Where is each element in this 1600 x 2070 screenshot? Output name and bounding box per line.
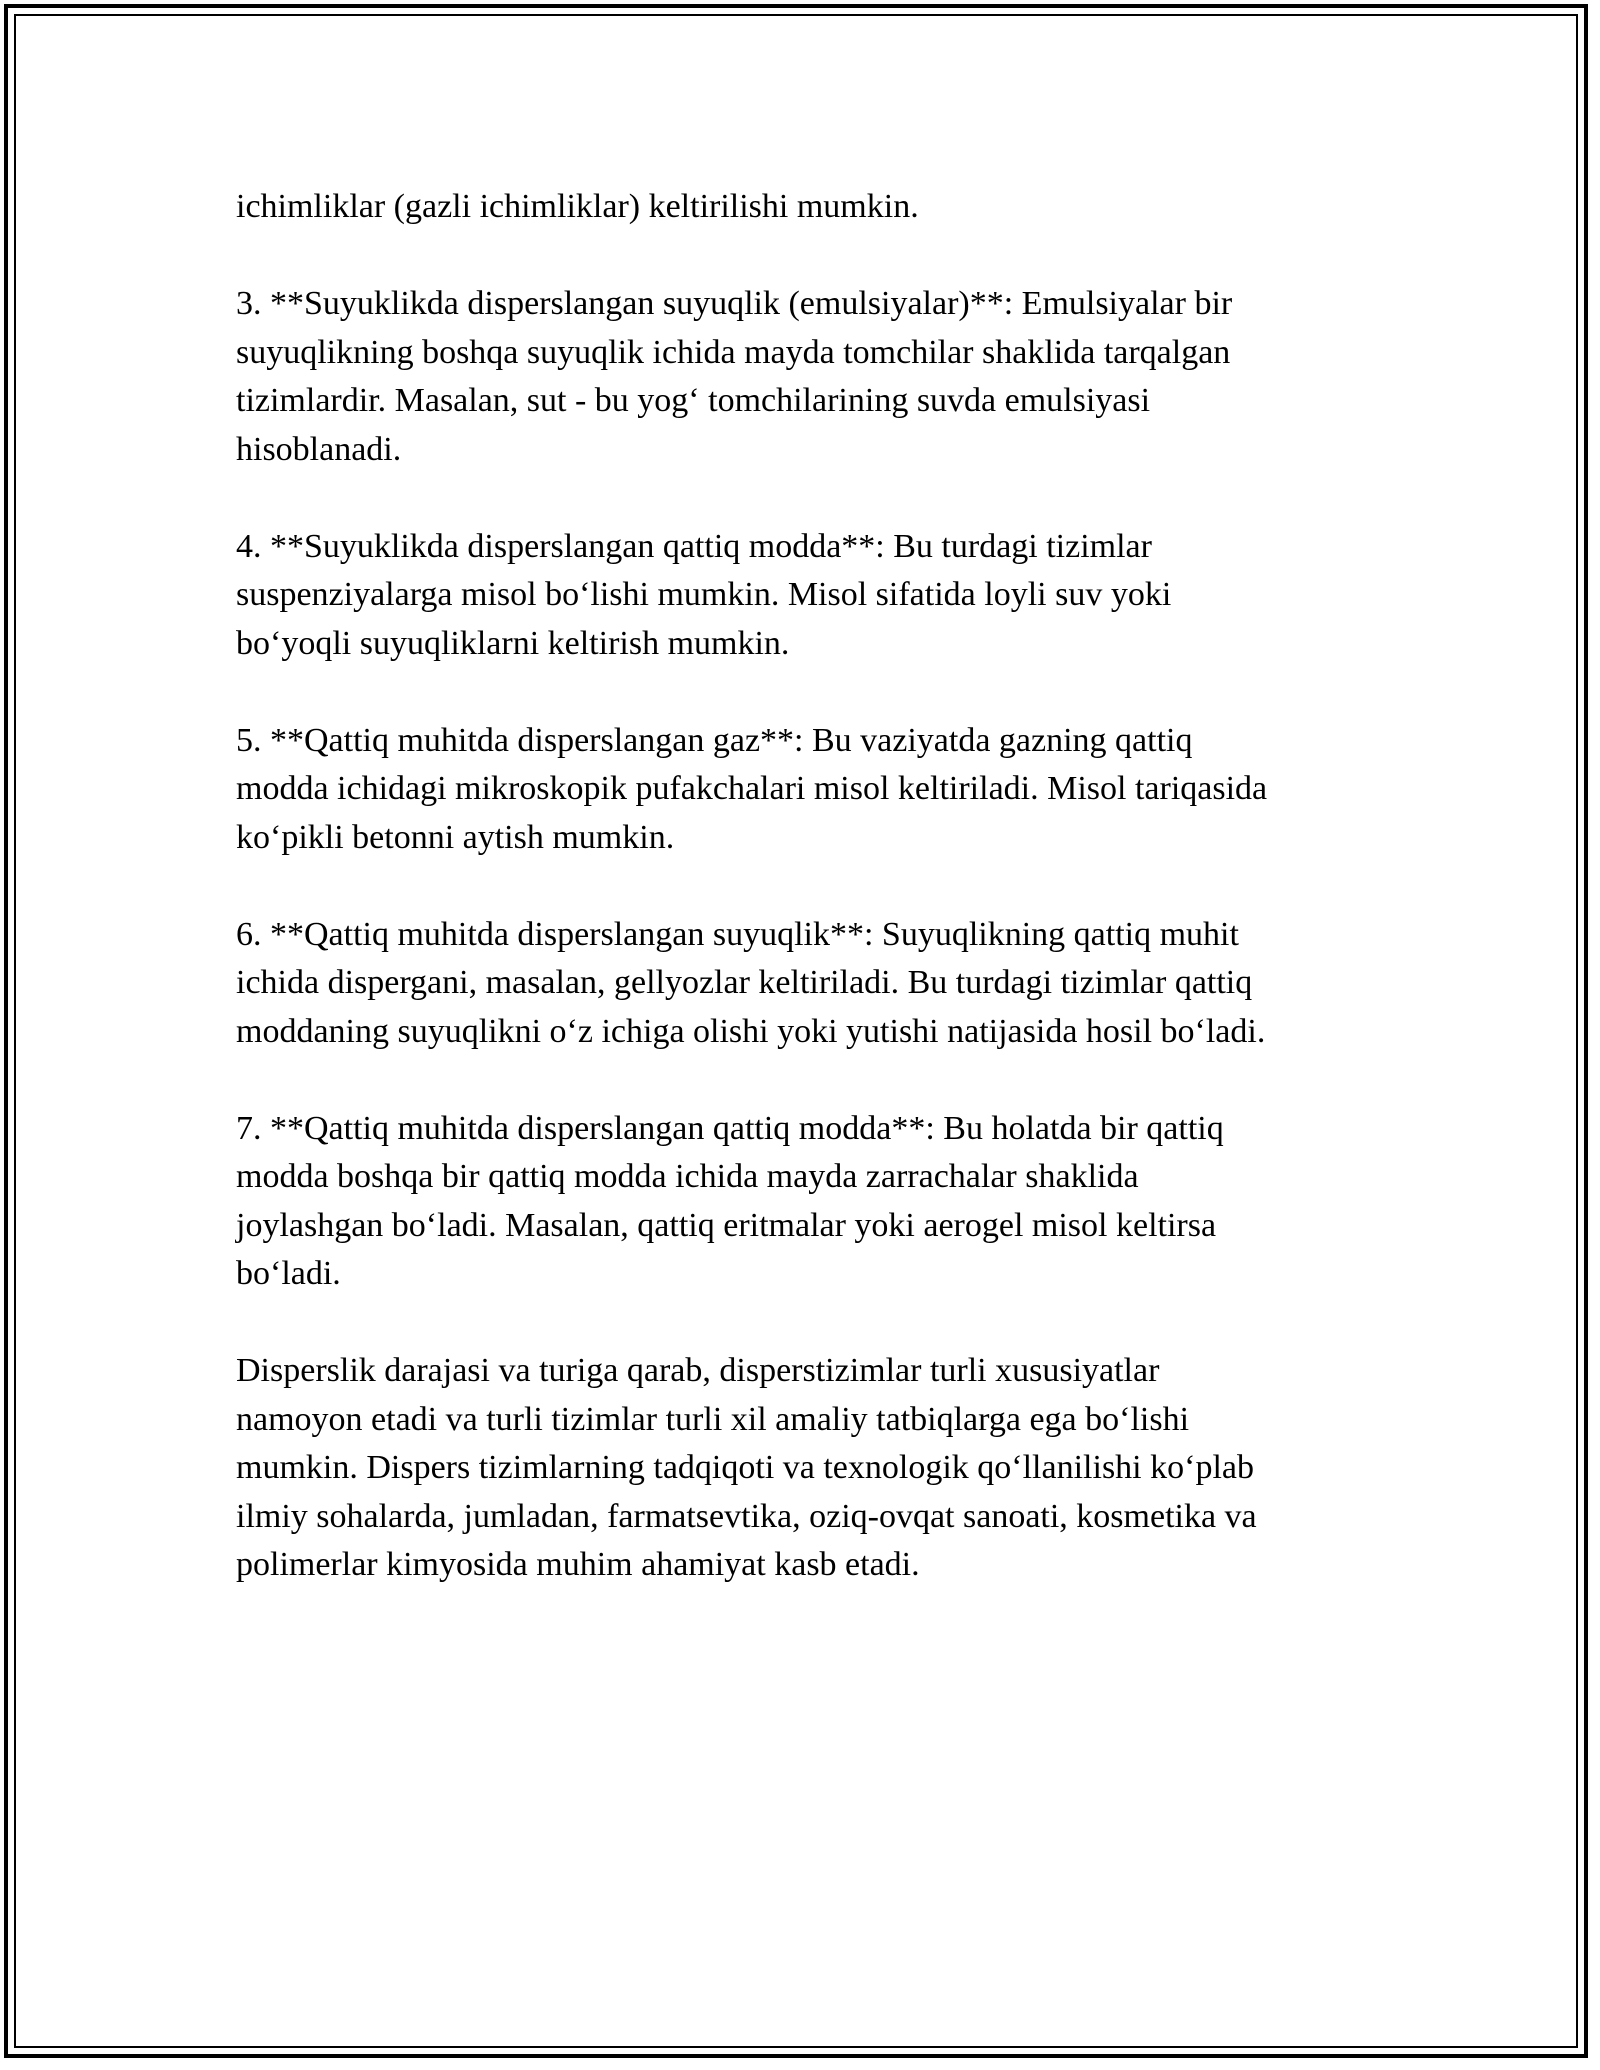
paragraph-continuation: ichimliklar (gazli ichimliklar) keltirilishi mumkin. bbox=[236, 188, 919, 225]
paragraph-item-3: 3. **Suyuklikda disperslangan suyuqlik (emulsiyalar)**: Emulsiyalar bir suyuqlikning boshqa suyuqlik ichida mayda tomchilar shaklida tarqalgan tizimlardir. Masalan, sut - bu yog‘ tomchilarining suvda emulsiyasi hisoblanadi. bbox=[236, 285, 1233, 468]
document-body bbox=[236, 183, 1366, 1638]
paragraph-item-5: 5. **Qattiq muhitda disperslangan gaz**: Bu vaziyatda gazning qattiq modda ichidagi mikroskopik pufakchalari misol keltiriladi. Misol tariqasida ko‘pikli betonni aytish mumkin. bbox=[236, 721, 1268, 856]
paragraph-conclusion: Disperslik darajasi va turiga qarab, disperstizimlar turli xususiyatlar namoyon etadi va turli tizimlar turli xil amaliy tatbiqlarga ega bo‘lishi mumkin. Dispers tizimlarning tadqiqoti va texnologik qo‘llanilishi ko‘plab ilmiy sohalarda, jumladan, farmatsevtika, oziq-ovqat sanoati, kosmetika va polimerlar kimyosida muhim ahamiyat kasb etadi. bbox=[236, 1352, 1257, 1583]
paragraph-item-7: 7. **Qattiq muhitda disperslangan qattiq modda**: Bu holatda bir qattiq modda boshqa bir qattiq modda ichida mayda zarrachalar shaklida joylashgan bo‘ladi. Masalan, qattiq eritmalar yoki aerogel misol keltirsa bo‘ladi. bbox=[236, 1109, 1224, 1292]
paragraph-item-4: 4. **Suyuklikda disperslangan qattiq modda**: Bu turdagi tizimlar suspenziyalarga misol bo‘lishi mumkin. Misol sifatida loyli suv yoki bo‘yoqli suyuqliklarni keltirish mumkin. bbox=[236, 527, 1172, 662]
paragraph-item-6: 6. **Qattiq muhitda disperslangan suyuqlik**: Suyuqlikning qattiq muhit ichida dispergani, masalan, gellyozlar keltiriladi. Bu turdagi tizimlar qattiq moddaning suyuqlikni o‘z ichiga olishi yoki yutishi natijasida hosil bo‘ladi. bbox=[236, 915, 1266, 1050]
